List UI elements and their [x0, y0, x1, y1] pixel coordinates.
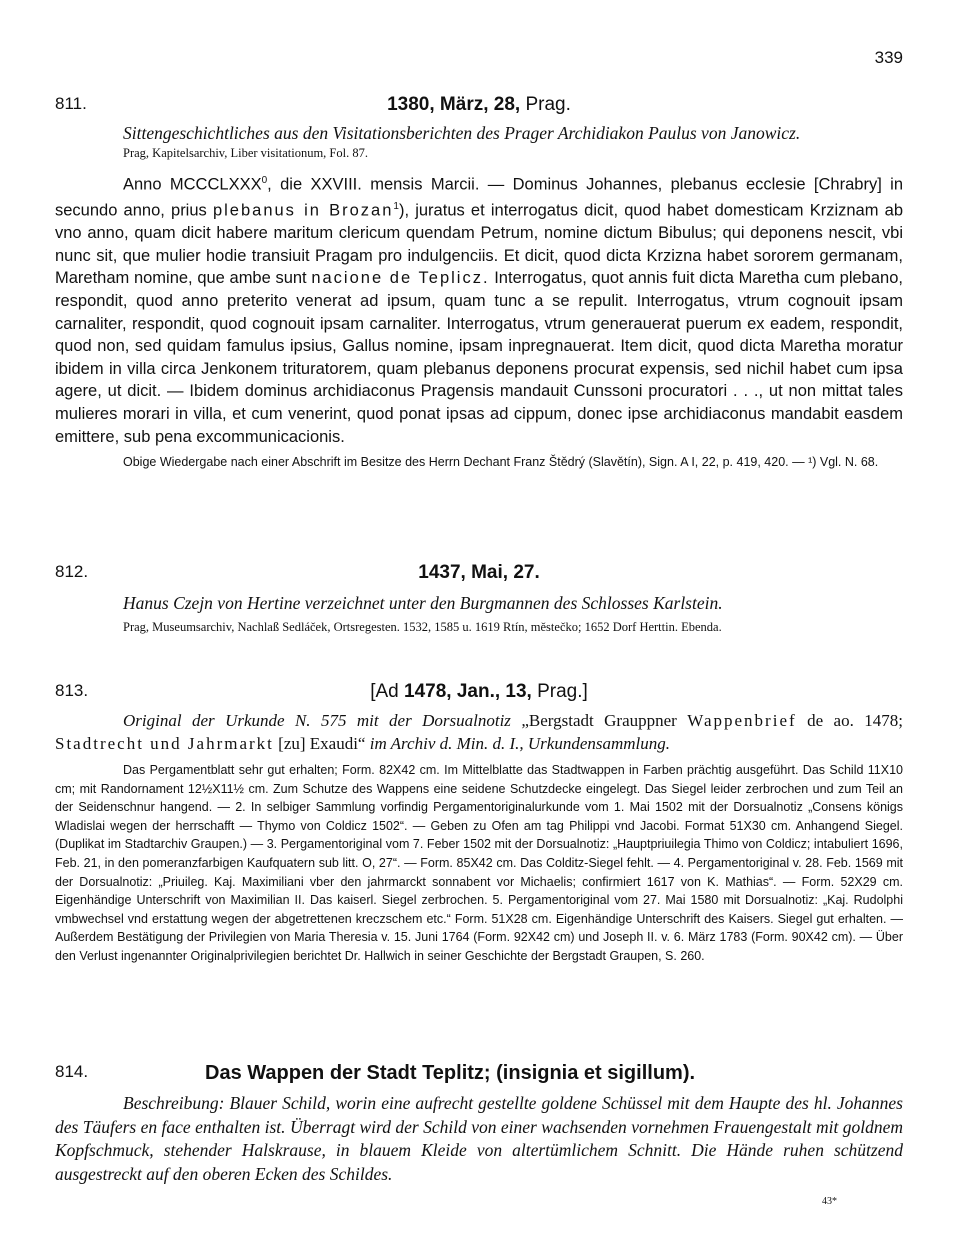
- entry-note: Das Pergamentblatt sehr gut erhalten; Form. 82X42 cm. Im Mittelblatte das Stadtwappen in Farben prächtig ausgeführt. Das Schild 11X10 cm; mit Randornament 12½X11½ cm. Zum Schutze des Wappens eine seidene Schutzdecke eingelegt. Das Siegel leider zerbrochen und zum Teil an der Seidenschnur hangend. — 2. In selbiger Sammlung vorfindig Pergamentoriginalurkunde vom 1. Mai 1502 mit der Dorsualnotiz „Consens königs Wladislai wegen der herrschafft — Thymo von Coldicz 1502“. — Geben zu Ofen am tag Philippi vnd Jacobi. Format 51X30 cm. Anhangend Siegel. (Duplikat im Stadtarchiv Graupen.) — 3. Pergamentoriginal vom 7. Feber 1502 mit der Dorsualnotiz: „Hauptpriuilegia Thimo von Coldicz; intabuliert 1696, Feb. 21, in den pomeranzfarbigen Kaufquatern sub litt. O, 27“. — Form. 85X42 cm. Das Colditz-Siegel fehlt. — 4. Pergamentoriginal v. 28. Feb. 1569 mit der Dorsualnotiz: „Priuileg. Kaj. Maximiliani vber den jahrmarckt sonnabent vor Michaelis; confirmiert 1617 von K. Mathias“. — Form. 52X29 cm. Eigenhändige Unterschrift von Maximilian II. Das kaiserl. Siegel zerbrochen. 5. Pergamentoriginal vom 27. Mai 1580 mit Dorsualnotiz: „Kaj. Rudolphi vmbwechsel vnd erstattung wegen der abgetrettenen kreczschem etc.“ Form. 51X28 cm. Eigenhändige Unterschrift des Kaisers. Siegel gut erhalten. — Außerdem Bestätigung der Privilegien von Maria Theresia v. 15. Juni 1764 (Form. 92X42 cm) und Joseph II. v. 6. März 1783 (Form. 90X42 cm). — Über den Verlust ingenannter Originalprivilegien berichtet Dr. Hallwich in seiner Geschichte der Bergstadt Graupen, S. 260.: [55, 763, 903, 963]
- entry-title: Original der Urkunde N. 575 mit der Dorsualnotiz „Bergstadt Grauppner Wappenbrief de ao. 1478; Stadtrecht und Jahrmarkt [zu] Exaudi“ im Archiv d. Min. d. I., Urkundensammlung.: [55, 711, 903, 753]
- entry-place: Prag.]: [537, 681, 588, 702]
- signature-mark: 43*: [822, 1196, 837, 1207]
- entry-text: Anno MCCCLXXX$^0$, die XXVIII. mensis Marcii. — Dominus Johannes, plebanus ecclesie [Chrabry] in secundo anno, prius plebanus in Brozan$^1$), juratus et interrogatus dicit, quod habet domesticam Krziznam ab vno anno, quam dicit habere maritum clericum quendam Petrum, nomine dictum Bibulus; qui deponens nescit, vbi nunc sit, que mulier hodie transiuit Pragam pro indulgenciis. Et dicit, quod dicta Krzizna habet sororem germanam, Maretham nomine, que ambe sunt nacione de Teplicz. Interrogatus, quot annis fuit dicta Maretha cum plebano, respondit, quod anno preterito venerat ad ipsum, quam tunc a se repulit. Interrogatus, vtrum cognouit ipsam carnaliter, respondit, quod cognouit ipsam carnaliter. Interrogatus, vtrum generauerat puerum ex eadem, respondit, quod non, sed quidam famulus ipsius, Gallus nomine, ipsam inpregnauerat. Item dicit, quod dicta Maretha moratur ibidem in villa circa Jenkonem trituratorem, quam plebanus deponens procurat expensis, sed nichil habet cum ipsa agere, ut dicit. — Ibidem dominus archidiaconus Pragensis mandauit Cunssoni procuratori . . ., ut non mittat tales mulieres morari in villa, et cum venerint, quod ponat ipsas ad cippum, donec ipse archidiaconus mandabit easdem emittere, sub pena excommunicacionis.: [55, 175, 903, 446]
- entry-date: 1380, März, 28,: [387, 94, 521, 115]
- entry-number: 813.: [55, 681, 89, 700]
- entry-811: [55, 94, 903, 472]
- entry-date: 1478, Jan., 13,: [404, 681, 532, 702]
- entry-place: Prag.: [525, 94, 571, 115]
- entry-title: Sittengeschichtliches aus den Visitationsberichten des Prager Archidiakon Paulus von Janowicz.: [123, 123, 801, 143]
- entry-814: [55, 1062, 903, 1186]
- entry-number: 812.: [55, 562, 89, 581]
- page-number: 339: [874, 48, 903, 67]
- entry-date: 1437, Mai, 27.: [418, 562, 540, 583]
- entry-number: 814.: [55, 1062, 89, 1081]
- entry-source: Prag, Museumsarchiv, Nachlaß Sedláček, Ortsregesten. 1532, 1585 u. 1619 Rtín, městečko; 1652 Dorf Herttin. Ebenda.: [123, 620, 722, 634]
- entry-812: [55, 562, 903, 636]
- entry-title: Hanus Czejn von Hertine verzeichnet unter den Burgmannen des Schlosses Karlstein.: [123, 593, 723, 613]
- entry-number: 811.: [55, 94, 87, 113]
- entry-813: 813. [Ad 1478, Jan., 13, Prag.] Original der Urkunde N. 575 mit der Dorsualnotiz „Bergstadt Grauppner Wappenbrief de ao. 1478; Stadtrecht und Jahrmarkt [zu] Exaudi“ im Archiv d. Min. d. I., Urkundensammlung. Das Pergamentblatt sehr gut erhalten; Form. 82X42 cm. Im Mittelblatte das Stadtwappen in Farben prächtig ausgeführt. Das Schild 11X10 cm; mit Randornament 12½X11½ cm. Zum Schutze des Wappens eine seidene Schutzdecke eingelegt. Das Siegel leider zerbrochen und zum Teil an der Seidenschnur hangend. — 2. In selbiger Sammlung vorfindig Pergamentoriginalurkunde vom 1. Mai 1502 mit der Dorsualnotiz „Consens königs Wladislai wegen der herrschafft — Thymo von Coldicz 1502“. — Geben zu Ofen am tag Philippi vnd Jacobi. Format 51X30 cm. Anhangend Siegel. (Duplikat im Stadtarchiv Graupen.) — 3. Pergamentoriginal vom 7. Feber 1502 mit der Dorsualnotiz: „Hauptpriuilegia Thimo von Coldicz; intabuliert 1696, Feb. 21, in den pomeranzfarbigen Kaufquatern sub litt. O, 27“. — Form. 85X42 cm. Das Colditz-Siegel fehlt. — 4. Pergamentoriginal v. 28. Feb. 1569 mit der Dorsualnotiz: „Priuileg. Kaj. Maximiliani vber den jahrmarckt sonnabent vor Michaelis; confirmiert 1617 von K. Mathias“. — Form. 52X29 cm. Eigenhändige Unterschrift von Maximilian II. Das kaiserl. Siegel zerbrochen. 5. Pergamentoriginal vom 27. Mai 1580 mit Dorsualnotiz: „Kaj. Rudolphi vmbwechsel vnd erstattung wegen der abgetrettenen kreczschem etc.“ Form. 51X28 cm. Eigenhändige Unterschrift des Kaisers. Siegel gut erhalten. — Außerdem Bestätigung der Privilegien von Maria Theresia v. 15. Juni 1764 (Form. 92X42 cm) und Joseph II. v. 6. März 1783 (Form. 90X42 cm). — Über den Verlust ingenannter Originalprivilegien berichtet Dr. Hallwich in seiner Geschichte der Bergstadt Graupen, S. 260.: [55, 681, 903, 966]
- entry-heading: Das Wappen der Stadt Teplitz; (insignia et sigillum).: [205, 1062, 696, 1084]
- entry-source: Prag, Kapitelsarchiv, Liber visitationum, Fol. 87.: [123, 146, 368, 160]
- entry-text: Beschreibung: Blauer Schild, worin eine aufrecht gestellte goldene Schüssel mit dem Haupte des hl. Johannes des Täufers en face enthalten ist. Überragt wird der Schild von einer wachsenden vornehmen Frauengestalt mit goldnem Kopfschmuck, stehender Halskrause, in blauem Kleide von altertümlichem Schnitt. Die Hände ruhen schützend ausgestreckt auf den oberen Ecken des Schildes.: [55, 1093, 903, 1184]
- entry-note: Obige Wiedergabe nach einer Abschrift im Besitze des Herrn Dechant Franz Štědrý (Slavětín), Sign. A I, 22, p. 419, 420. — ¹) Vgl. N. 68.: [123, 455, 879, 470]
